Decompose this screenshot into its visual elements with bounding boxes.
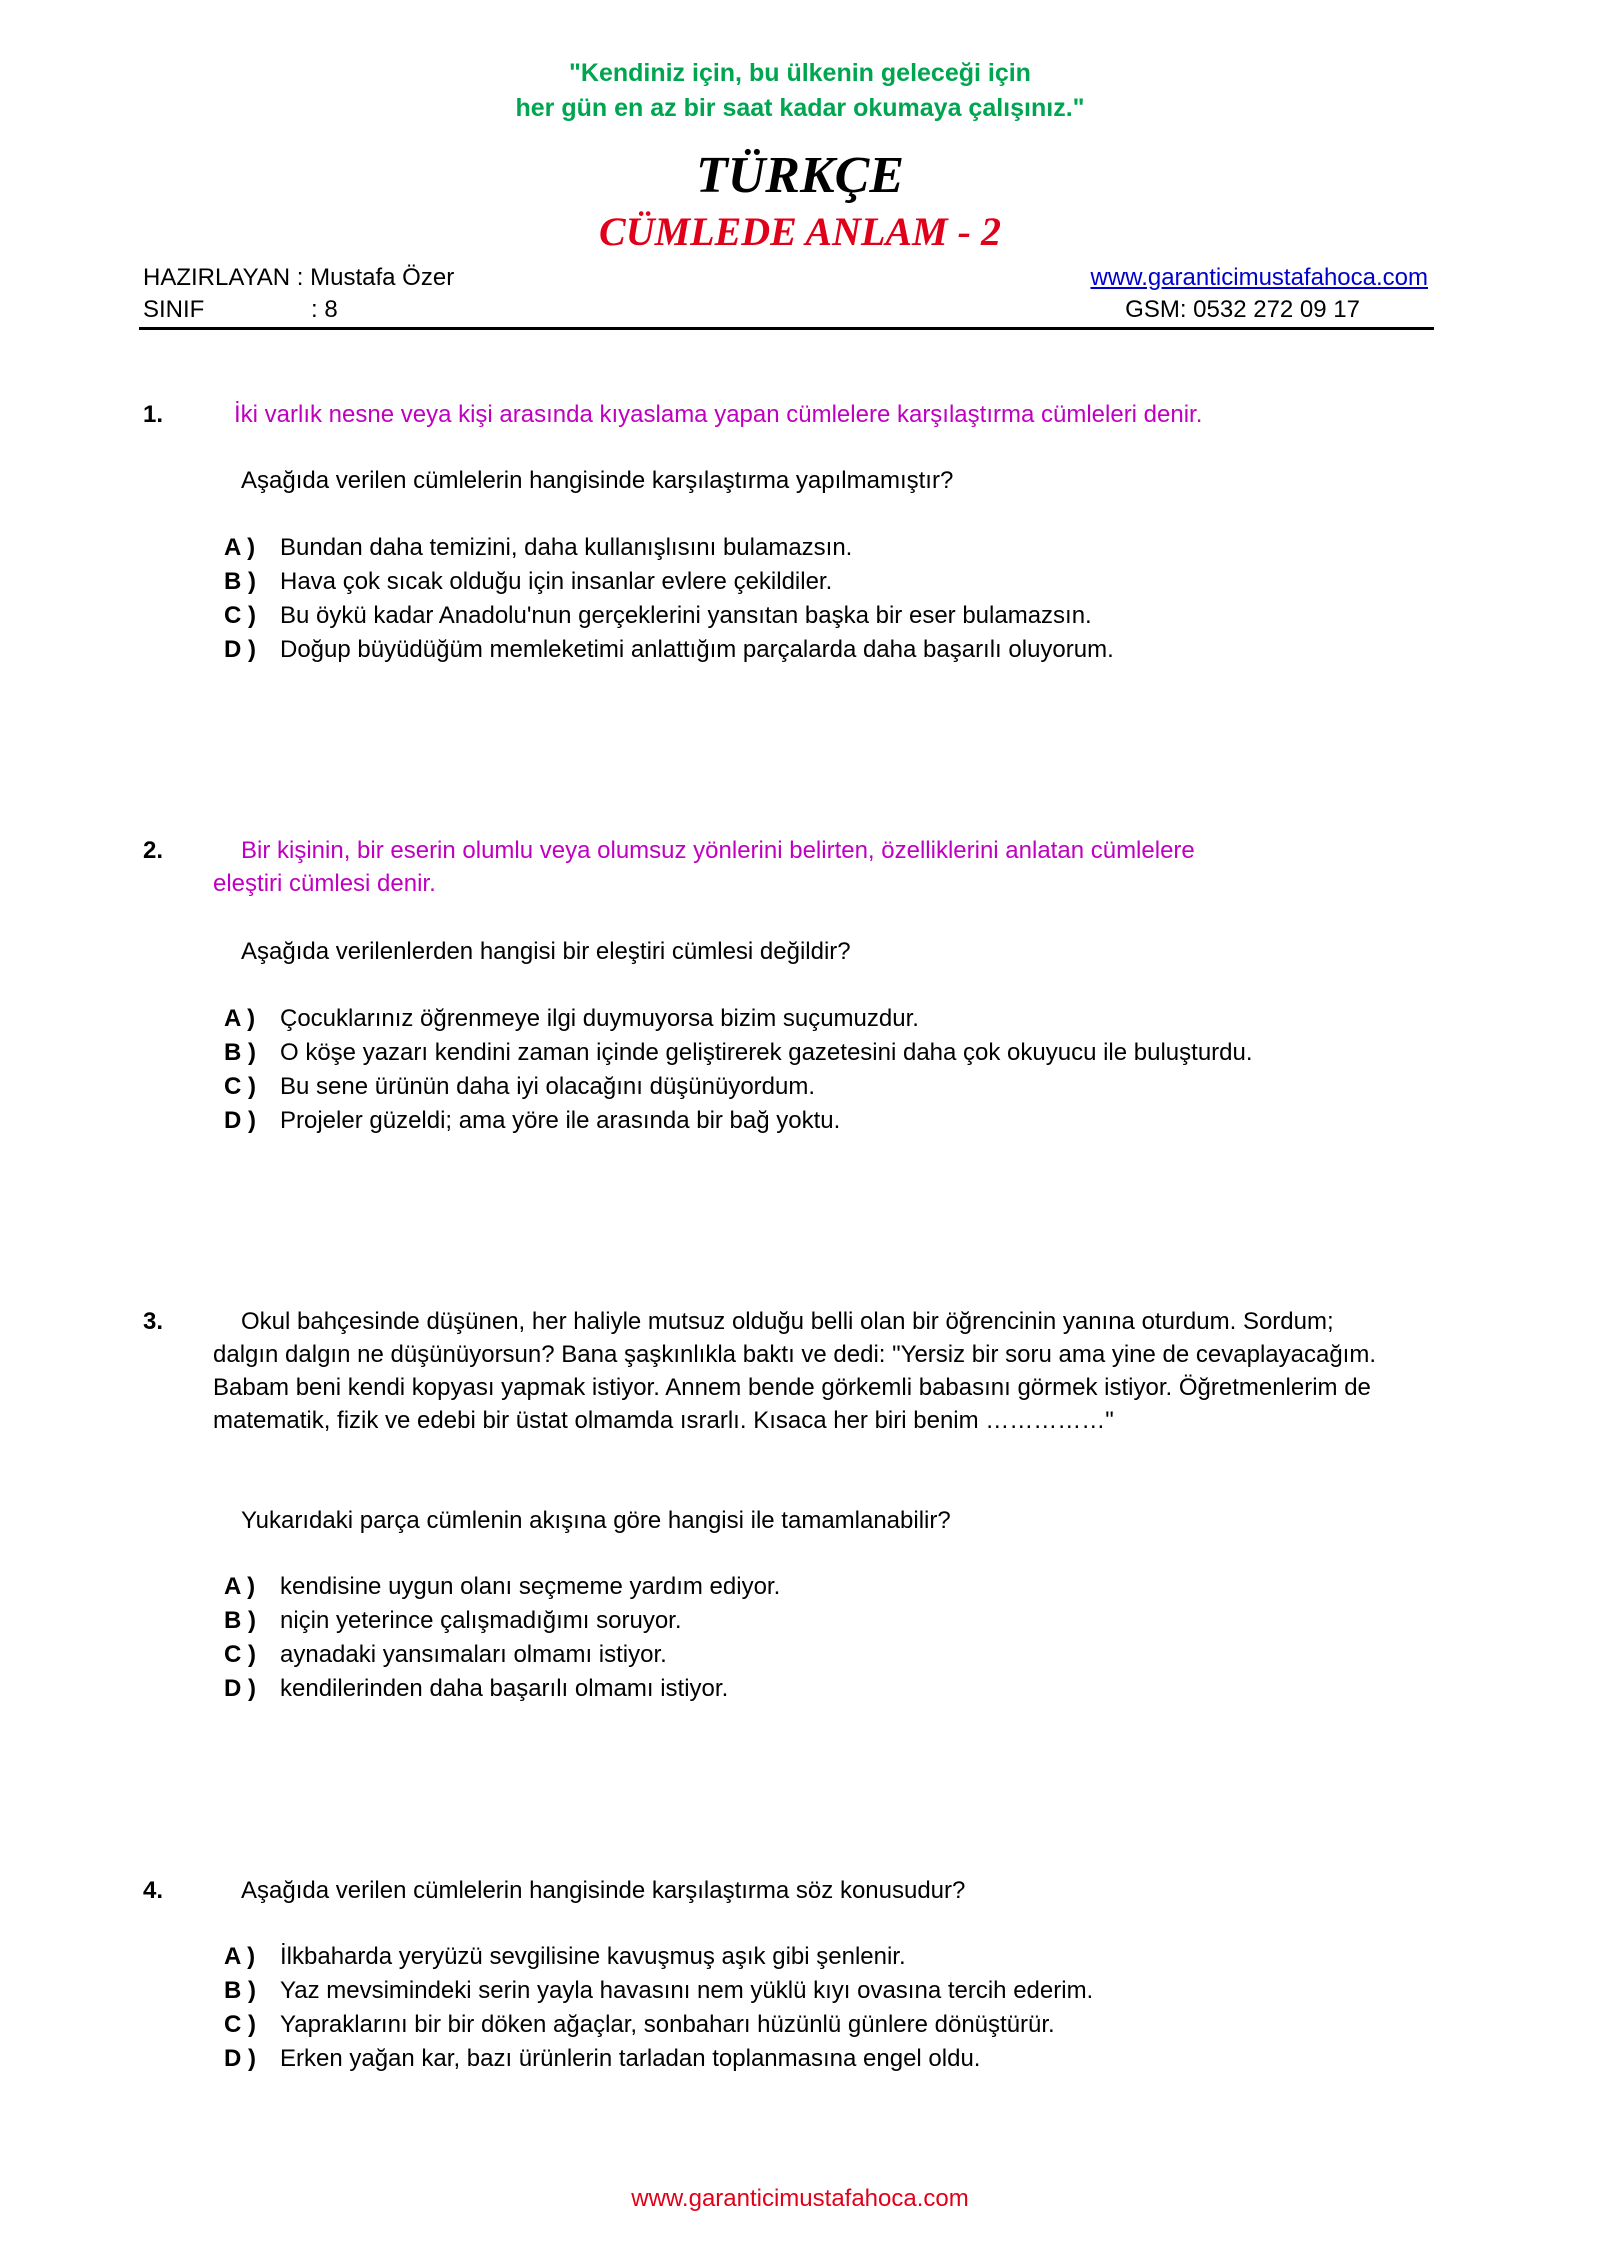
answer-options bbox=[224, 531, 1114, 667]
question-prompt: Yukarıdaki parça cümlenin akışına göre hangisi ile tamamlanabilir? bbox=[241, 1507, 951, 1534]
footer-website[interactable]: www.garanticimustafahoca.com bbox=[631, 2185, 969, 2212]
option-c[interactable]: C ) Bu öykü kadar Anadolu'nun gerçeklerini yansıtan başka bir eser bulamazsın. bbox=[224, 602, 1092, 629]
question-prompt: Aşağıda verilen cümlelerin hangisinde karşılaştırma yapılmamıştır? bbox=[241, 467, 954, 494]
question-prompt: Aşağıda verilenlerden hangisi bir eleştiri cümlesi değildir? bbox=[241, 938, 851, 965]
question-intro: İki varlık nesne veya kişi arasında kıyaslama yapan cümlelere karşılaştırma cümleleri denir. bbox=[234, 401, 1203, 428]
question-passage: Okul bahçesinde düşünen, her haliyle mutsuz olduğu belli olan bir öğrencinin yanına oturdum. Sordum; dalgın dalgın ne düşünüyorsun? Bana şaşkınlıkla baktı ve dedi: "Yersiz bir soru ama yine de cevaplayacağım. Babam beni kendi kopyası yapmak istiyor. Annem bende görkemli babasını görmek istiyor. Öğretmenlerim de matematik, fizik ve edebi bir üstat olmamda ısrarlı. Kısaca her biri benim ……………" bbox=[213, 1308, 1376, 1434]
page-subtitle: CÜMLEDE ANLAM - 2 bbox=[599, 209, 1001, 254]
answer-options bbox=[224, 1002, 1253, 1138]
header-divider bbox=[139, 327, 1434, 330]
option-d[interactable]: D ) kendilerinden daha başarılı olmamı istiyor. bbox=[224, 1675, 729, 1702]
website-link[interactable]: www.garanticimustafahoca.com bbox=[1090, 264, 1428, 291]
class-value: : 8 bbox=[311, 296, 338, 323]
contact-info bbox=[1091, 262, 1428, 326]
prepared-by: HAZIRLAYAN : Mustafa Özer bbox=[143, 264, 455, 291]
class-label: SINIF bbox=[143, 296, 205, 323]
option-a[interactable]: A ) kendisine uygun olanı seçmeme yardım ediyor. bbox=[224, 1573, 781, 1600]
motto-line-2: her gün en az bir saat kadar okumaya çalışınız." bbox=[515, 94, 1085, 122]
author-info bbox=[143, 262, 454, 326]
option-d[interactable]: D ) Projeler güzeldi; ama yöre ile arasında bir bağ yoktu. bbox=[224, 1107, 841, 1134]
question-number: 4. bbox=[143, 1877, 164, 1904]
option-b[interactable]: B ) O köşe yazarı kendini zaman içinde geliştirerek gazetesini daha çok okuyucu ile buluşturdu. bbox=[224, 1039, 1253, 1066]
question-intro-line-2: eleştiri cümlesi denir. bbox=[213, 870, 436, 897]
option-d[interactable]: D ) Erken yağan kar, bazı ürünlerin tarladan toplanmasına engel oldu. bbox=[224, 2045, 981, 2072]
option-b[interactable]: B ) niçin yeterince çalışmadığımı soruyor. bbox=[224, 1607, 682, 1634]
question-prompt: Aşağıda verilen cümlelerin hangisinde karşılaştırma söz konusudur? bbox=[241, 1877, 966, 1904]
class-info bbox=[143, 294, 454, 326]
motto-quote bbox=[0, 56, 1600, 126]
option-b[interactable]: B ) Yaz mevsimindeki serin yayla havasını nem yüklü kıyı ovasına tercih ederim. bbox=[224, 1977, 1094, 2004]
option-c[interactable]: C ) Yapraklarını bir bir döken ağaçlar, sonbaharı hüzünlü günlere dönüştürür. bbox=[224, 2011, 1055, 2038]
option-c[interactable]: C ) aynadaki yansımaları olmamı istiyor. bbox=[224, 1641, 667, 1668]
answer-options bbox=[224, 1570, 780, 1706]
answer-options bbox=[224, 1940, 1093, 2076]
page-title: TÜRKÇE bbox=[695, 147, 905, 204]
motto-line-1: "Kendiniz için, bu ülkenin geleceği için bbox=[569, 59, 1031, 87]
question-intro-line-1: Bir kişinin, bir eserin olumlu veya olumsuz yönlerini belirten, özelliklerini anlatan cümlelere bbox=[241, 837, 1195, 864]
option-c[interactable]: C ) Bu sene ürünün daha iyi olacağını düşünüyordum. bbox=[224, 1073, 816, 1100]
option-a[interactable]: A ) İlkbaharda yeryüzü sevgilisine kavuşmuş aşık gibi şenlenir. bbox=[224, 1943, 906, 1970]
question-number: 2. bbox=[143, 837, 164, 864]
option-a[interactable]: A ) Bundan daha temizini, daha kullanışlısını bulamazsın. bbox=[224, 534, 853, 561]
option-b[interactable]: B ) Hava çok sıcak olduğu için insanlar evlere çekildiler. bbox=[224, 568, 833, 595]
option-a[interactable]: A ) Çocuklarınız öğrenmeye ilgi duymuyorsa bizim suçumuzdur. bbox=[224, 1005, 919, 1032]
question-number: 1. bbox=[143, 401, 164, 428]
option-d[interactable]: D ) Doğup büyüdüğüm memleketimi anlattığım parçalarda daha başarılı oluyorum. bbox=[224, 636, 1114, 663]
gsm-number: GSM: 0532 272 09 17 bbox=[1125, 296, 1360, 323]
question-number: 3. bbox=[143, 1308, 164, 1335]
